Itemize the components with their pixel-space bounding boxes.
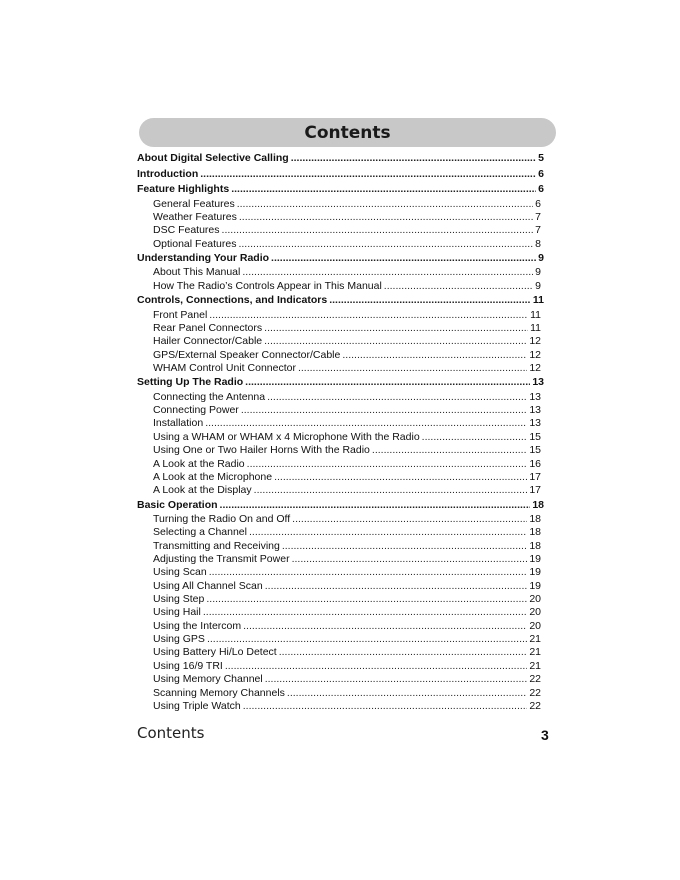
entry-page-number: 5 bbox=[538, 152, 544, 164]
dot-leader bbox=[264, 322, 528, 335]
entry-title: Using a WHAM or WHAM x 4 Microphone With the Radio bbox=[153, 430, 420, 443]
entry-title: Using Memory Channel bbox=[153, 673, 263, 686]
dot-leader bbox=[274, 471, 527, 484]
dot-leader bbox=[279, 646, 528, 659]
entry-title: Using Battery Hi/Lo Detect bbox=[153, 646, 277, 659]
entry-page-number: 18 bbox=[529, 539, 541, 552]
entry-title: Setting Up The Radio bbox=[137, 376, 244, 389]
entry-page-number: 12 bbox=[529, 335, 541, 348]
entry-page-number: 22 bbox=[529, 699, 541, 712]
entry-page-number: 18 bbox=[532, 498, 544, 511]
dot-leader bbox=[209, 309, 528, 322]
toc-item[interactable] bbox=[137, 322, 544, 335]
dot-leader bbox=[243, 700, 528, 713]
entry-title: A Look at the Display bbox=[153, 484, 252, 497]
dot-leader bbox=[225, 660, 527, 673]
toc-item[interactable] bbox=[137, 224, 544, 237]
entry-page-number: 19 bbox=[529, 553, 541, 566]
dot-leader bbox=[220, 498, 531, 514]
entry-page-number: 9 bbox=[535, 279, 541, 292]
page-title: Contents bbox=[304, 122, 391, 143]
toc-section[interactable] bbox=[137, 375, 544, 391]
entry-title: Using Step bbox=[153, 593, 205, 606]
entry-page-number: 9 bbox=[535, 266, 541, 279]
dot-leader bbox=[249, 526, 527, 539]
entry-title: Optional Features bbox=[153, 237, 237, 250]
toc-item[interactable] bbox=[137, 211, 544, 224]
dot-leader bbox=[207, 633, 527, 646]
toc-item[interactable] bbox=[137, 362, 544, 375]
dot-leader bbox=[372, 444, 527, 457]
toc-item[interactable] bbox=[137, 484, 544, 497]
entry-title: Weather Features bbox=[153, 210, 237, 223]
dot-leader bbox=[264, 335, 527, 348]
toc-item[interactable] bbox=[137, 335, 544, 348]
entry-title: About Digital Selective Calling bbox=[137, 152, 289, 164]
entry-page-number: 19 bbox=[529, 566, 541, 579]
toc-section[interactable] bbox=[137, 151, 544, 167]
entry-title: Using All Channel Scan bbox=[153, 579, 263, 592]
dot-leader bbox=[245, 375, 530, 391]
dot-leader bbox=[292, 513, 527, 526]
entry-page-number: 7 bbox=[535, 210, 541, 223]
toc-item[interactable] bbox=[137, 687, 544, 700]
dot-leader bbox=[203, 606, 527, 619]
entry-page-number: 12 bbox=[529, 361, 541, 374]
dot-leader bbox=[237, 198, 533, 211]
contents-banner bbox=[139, 118, 556, 147]
footer-page-number: 3 bbox=[541, 727, 549, 743]
toc-item[interactable] bbox=[137, 404, 544, 417]
entry-title: Using Triple Watch bbox=[153, 699, 241, 712]
entry-title: Using Scan bbox=[153, 566, 207, 579]
entry-page-number: 17 bbox=[529, 484, 541, 497]
entry-page-number: 6 bbox=[538, 183, 544, 195]
toc-item[interactable] bbox=[137, 309, 544, 322]
entry-title: A Look at the Radio bbox=[153, 457, 245, 470]
toc-item[interactable] bbox=[137, 198, 544, 211]
toc-item[interactable] bbox=[137, 391, 544, 404]
dot-leader bbox=[200, 167, 536, 183]
entry-page-number: 11 bbox=[530, 321, 541, 334]
entry-page-number: 12 bbox=[529, 348, 541, 361]
toc-section[interactable] bbox=[137, 293, 544, 309]
dot-leader bbox=[265, 580, 528, 593]
entry-title: Basic Operation bbox=[137, 498, 218, 511]
dot-leader bbox=[292, 553, 528, 566]
entry-title: How The Radio’s Controls Appear in This Manual bbox=[153, 279, 382, 292]
dot-leader bbox=[222, 224, 534, 237]
toc-section[interactable] bbox=[137, 498, 544, 514]
toc-item[interactable] bbox=[137, 553, 544, 566]
dot-leader bbox=[291, 151, 536, 167]
entry-title: WHAM Control Unit Connector bbox=[153, 361, 296, 374]
toc-item[interactable] bbox=[137, 606, 544, 619]
toc-item[interactable] bbox=[137, 700, 544, 713]
toc-item[interactable] bbox=[137, 540, 544, 553]
entry-title: Controls, Connections, and Indicators bbox=[137, 294, 328, 307]
entry-page-number: 13 bbox=[529, 390, 541, 403]
toc-item[interactable] bbox=[137, 593, 544, 606]
entry-title: Installation bbox=[153, 417, 204, 430]
dot-leader bbox=[422, 431, 528, 444]
entry-page-number: 18 bbox=[529, 513, 541, 526]
toc-item[interactable] bbox=[137, 349, 544, 362]
entry-page-number: 18 bbox=[529, 526, 541, 539]
dot-leader bbox=[384, 280, 533, 293]
dot-leader bbox=[342, 349, 527, 362]
toc-section[interactable] bbox=[137, 251, 544, 267]
entry-page-number: 7 bbox=[535, 224, 541, 237]
entry-page-number: 21 bbox=[529, 646, 541, 659]
dot-leader bbox=[239, 211, 533, 224]
entry-title: Using the Intercom bbox=[153, 619, 242, 632]
entry-title: About This Manual bbox=[153, 266, 241, 279]
entry-title: Introduction bbox=[137, 167, 199, 180]
toc-item[interactable] bbox=[137, 266, 544, 279]
entry-title: Feature Highlights bbox=[137, 183, 230, 195]
toc-item[interactable] bbox=[137, 444, 544, 457]
entry-page-number: 13 bbox=[532, 376, 544, 389]
entry-title: Transmitting and Receiving bbox=[153, 539, 280, 552]
dot-leader bbox=[329, 293, 531, 309]
toc-item[interactable] bbox=[137, 620, 544, 633]
entry-title: Selecting a Channel bbox=[153, 526, 247, 539]
entry-title: Turning the Radio On and Off bbox=[153, 513, 291, 526]
dot-leader bbox=[247, 458, 528, 471]
entry-page-number: 11 bbox=[532, 294, 544, 307]
toc-item[interactable] bbox=[137, 673, 544, 686]
entry-title: Understanding Your Radio bbox=[137, 251, 270, 264]
dot-leader bbox=[231, 182, 536, 198]
entry-page-number: 20 bbox=[529, 606, 541, 619]
toc-item[interactable] bbox=[137, 633, 544, 646]
table-of-contents bbox=[137, 151, 544, 713]
dot-leader bbox=[282, 540, 527, 553]
entry-page-number: 22 bbox=[529, 686, 541, 699]
dot-leader bbox=[298, 362, 527, 375]
dot-leader bbox=[271, 251, 536, 267]
entry-page-number: 21 bbox=[529, 633, 541, 646]
entry-page-number: 15 bbox=[529, 430, 541, 443]
toc-item[interactable] bbox=[137, 646, 544, 659]
toc-item[interactable] bbox=[137, 513, 544, 526]
dot-leader bbox=[241, 404, 528, 417]
toc-section[interactable] bbox=[137, 167, 544, 183]
entry-title: Using Hail bbox=[153, 606, 201, 619]
entry-page-number: 6 bbox=[538, 167, 544, 180]
toc-item[interactable] bbox=[137, 458, 544, 471]
dot-leader bbox=[209, 566, 528, 579]
toc-item[interactable] bbox=[137, 471, 544, 484]
entry-page-number: 21 bbox=[529, 659, 541, 672]
toc-section[interactable] bbox=[137, 182, 544, 198]
entry-page-number: 6 bbox=[535, 197, 541, 210]
footer-label: Contents bbox=[137, 724, 205, 742]
entry-page-number: 17 bbox=[529, 470, 541, 483]
dot-leader bbox=[287, 687, 527, 700]
entry-title: General Features bbox=[153, 197, 235, 210]
entry-page-number: 11 bbox=[530, 308, 541, 321]
entry-title: Hailer Connector/Cable bbox=[153, 335, 263, 348]
entry-page-number: 22 bbox=[529, 673, 541, 686]
toc-item[interactable] bbox=[137, 566, 544, 579]
entry-page-number: 9 bbox=[538, 251, 544, 264]
dot-leader bbox=[254, 484, 528, 497]
entry-page-number: 13 bbox=[529, 417, 541, 430]
dot-leader bbox=[265, 673, 528, 686]
dot-leader bbox=[242, 266, 533, 279]
entry-page-number: 20 bbox=[529, 593, 541, 606]
entry-title: Using 16/9 TRI bbox=[153, 659, 223, 672]
entry-title: Front Panel bbox=[153, 308, 208, 321]
entry-page-number: 13 bbox=[529, 404, 541, 417]
entry-title: Connecting Power bbox=[153, 404, 239, 417]
entry-title: A Look at the Microphone bbox=[153, 470, 273, 483]
dot-leader bbox=[243, 620, 527, 633]
entry-title: GPS/External Speaker Connector/Cable bbox=[153, 348, 341, 361]
toc-item[interactable] bbox=[137, 431, 544, 444]
entry-title: Scanning Memory Channels bbox=[153, 686, 285, 699]
entry-title: DSC Features bbox=[153, 224, 220, 237]
toc-item[interactable] bbox=[137, 417, 544, 430]
entry-page-number: 19 bbox=[529, 579, 541, 592]
entry-title: Adjusting the Transmit Power bbox=[153, 553, 290, 566]
entry-title: Using GPS bbox=[153, 633, 205, 646]
dot-leader bbox=[267, 391, 527, 404]
dot-leader bbox=[206, 593, 527, 606]
entry-page-number: 20 bbox=[529, 619, 541, 632]
entry-page-number: 15 bbox=[529, 444, 541, 457]
toc-item[interactable] bbox=[137, 238, 544, 251]
entry-title: Connecting the Antenna bbox=[153, 390, 266, 403]
toc-item[interactable] bbox=[137, 660, 544, 673]
entry-page-number: 16 bbox=[529, 457, 541, 470]
toc-item[interactable] bbox=[137, 526, 544, 539]
entry-title: Using One or Two Hailer Horns With the Radio bbox=[153, 444, 370, 457]
toc-item[interactable] bbox=[137, 280, 544, 293]
dot-leader bbox=[205, 417, 527, 430]
dot-leader bbox=[238, 238, 533, 251]
toc-item[interactable] bbox=[137, 580, 544, 593]
entry-page-number: 8 bbox=[535, 237, 541, 250]
entry-title: Rear Panel Connectors bbox=[153, 321, 263, 334]
